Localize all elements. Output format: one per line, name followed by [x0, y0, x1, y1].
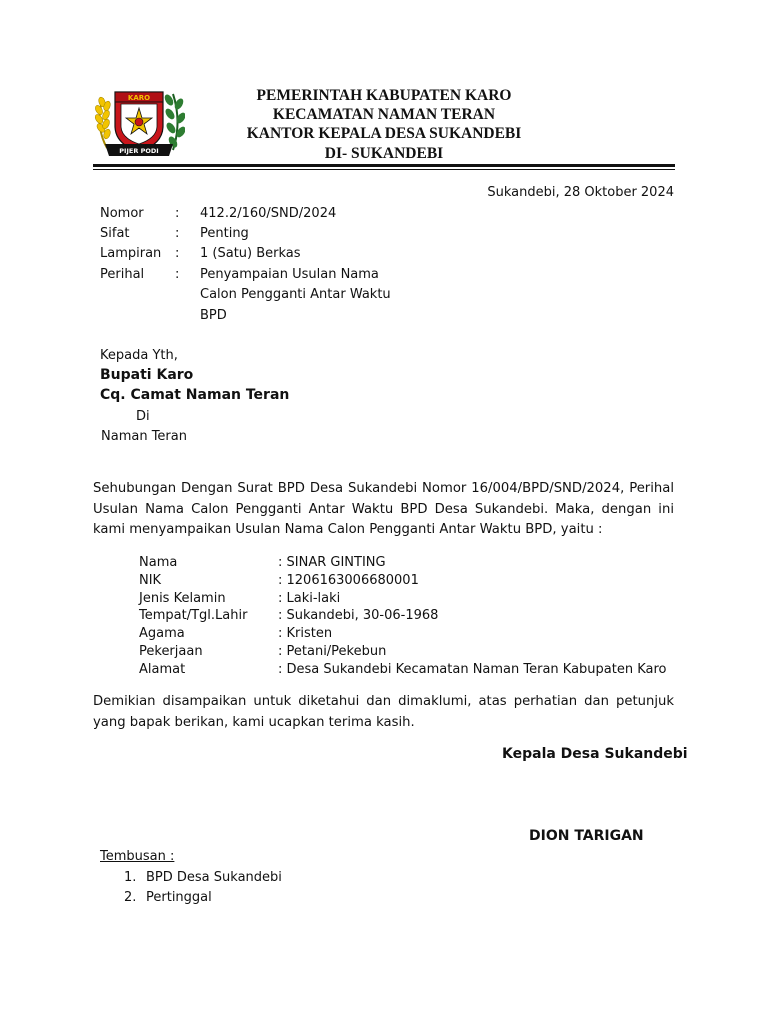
letterhead-line-2: KECAMATAN NAMAN TERAN [272, 106, 496, 123]
closing-paragraph: Demikian disampaikan untuk diketahui dan dimaklumi, atas perhatian dan petunjuk yang bapak berikan, kami ucapkan terima kasih. [93, 694, 674, 730]
tembusan-heading: Tembusan : [100, 849, 175, 864]
meta-value-nomor: 412.2/160/SND/2024 [200, 206, 337, 221]
recipient-name: Bupati Karo [100, 367, 194, 383]
candidate-value-occupation: : Petani/Pekebun [278, 644, 387, 659]
meta-colon: : [175, 226, 180, 241]
recipient-cq: Cq. Camat Naman Teran [100, 387, 290, 403]
letter-date: Sukandebi, 28 Oktober 2024 [487, 185, 674, 200]
candidate-value-nik: : 1206163006680001 [278, 573, 419, 588]
candidate-value-address: : Desa Sukandebi Kecamatan Naman Teran Kabupaten Karo [278, 662, 667, 677]
meta-value-perihal-cont: Calon Pengganti Antar Waktu [200, 287, 391, 302]
candidate-label: Tempat/Tgl.Lahir [139, 608, 248, 623]
tembusan-item: Pertinggal [146, 890, 212, 905]
meta-colon: : [175, 206, 180, 221]
meta-value-perihal-cont: BPD [200, 308, 227, 323]
letterhead-line-3: KANTOR KEPALA DESA SUKANDEBI [246, 125, 522, 142]
meta-label-perihal: Perihal [100, 267, 145, 282]
letterhead-line-4: DI- SUKANDEBI [324, 145, 444, 162]
recipient-greeting: Kepada Yth, [100, 348, 178, 363]
candidate-value-nama: : SINAR GINTING [278, 555, 386, 570]
meta-label-sifat: Sifat [100, 226, 130, 241]
meta-value-lampiran: 1 (Satu) Berkas [200, 246, 301, 261]
emblem-top-text: KARO [127, 94, 151, 102]
candidate-value-gender: : Laki-laki [278, 591, 341, 606]
candidate-label: Nama [139, 555, 178, 570]
meta-value-perihal: Penyampaian Usulan Nama [200, 267, 379, 282]
signature-name: DION TARIGAN [529, 828, 644, 844]
candidate-label: NIK [139, 573, 162, 588]
candidate-label: Jenis Kelamin [139, 591, 226, 606]
meta-colon: : [175, 246, 180, 261]
tembusan-item-number: 1. [124, 870, 137, 885]
emblem-ribbon-text: PIJER PODI [119, 147, 159, 155]
candidate-label: Pekerjaan [139, 644, 203, 659]
meta-label-nomor: Nomor [100, 206, 144, 221]
meta-label-lampiran: Lampiran [100, 246, 162, 261]
meta-colon: : [175, 267, 180, 282]
tembusan-item-number: 2. [124, 890, 137, 905]
signature-title: Kepala Desa Sukandebi [502, 746, 688, 762]
candidate-label: Agama [139, 626, 185, 641]
candidate-value-birth: : Sukandebi, 30-06-1968 [278, 608, 439, 623]
body-paragraph: Sehubungan Dengan Surat BPD Desa Sukandebi Nomor 16/004/BPD/SND/2024, Perihal Usulan Nama Calon Pengganti Antar Waktu BPD Desa Sukandebi. Maka, dengan ini kami menyampaikan Usulan Nama Calon Pengganti Antar Waktu BPD, yaitu : [93, 481, 674, 537]
recipient-di: Di [136, 409, 150, 424]
meta-value-sifat: Penting [200, 226, 249, 241]
letterhead-line-1: PEMERINTAH KABUPATEN KARO [256, 87, 512, 104]
letterhead-divider-thin [93, 169, 675, 170]
recipient-place: Naman Teran [101, 429, 187, 444]
candidate-label: Alamat [139, 662, 186, 677]
candidate-value-religion: : Kristen [278, 626, 333, 641]
letterhead-divider-thick [93, 164, 675, 167]
tembusan-item: BPD Desa Sukandebi [146, 870, 282, 885]
